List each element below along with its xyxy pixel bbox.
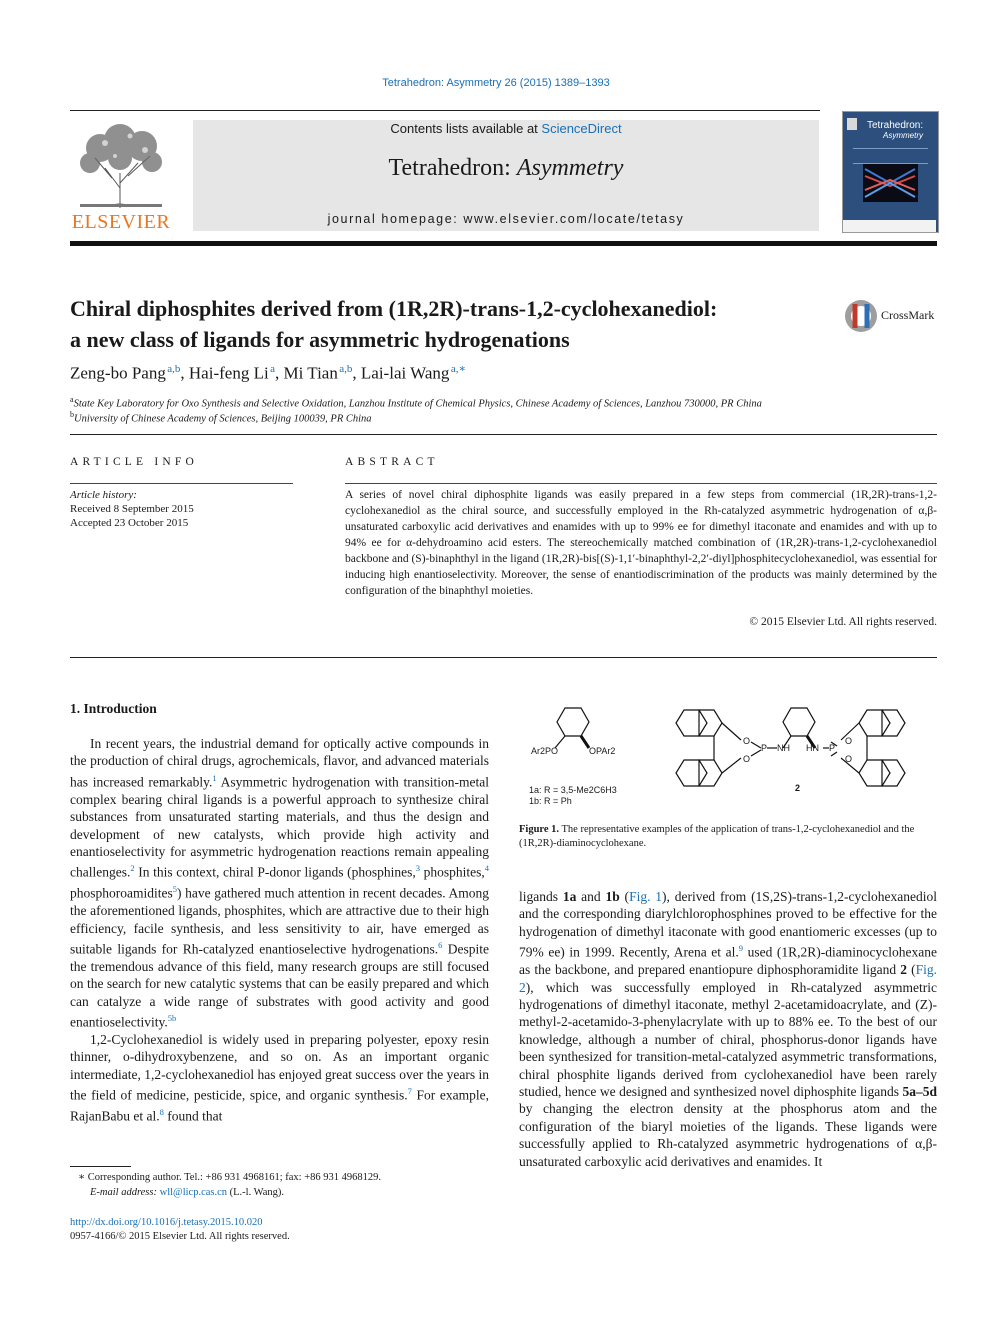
author-affil-sup[interactable]: a,b [339,363,353,375]
author-name[interactable]: Hai-feng Li [188,363,269,383]
fig-atom-p: P [761,743,768,753]
fig-atom-o: O [845,754,853,764]
received-date: Received 8 September 2015 [70,503,194,515]
cover-subtitle: Asymmetry [883,131,923,140]
crossmark-icon [843,298,879,334]
author-affil-sup[interactable]: a,∗ [450,363,466,375]
article-history [70,488,194,530]
article-title-line-2: a new class of ligands for asymmetric hydrogenations [70,327,570,352]
reference-link[interactable]: 8 [159,1107,164,1118]
author-list: Zeng-bo Pang $^{a,b}$, Hai-feng Li $^a$, Mi Tian $^{a,b}$, Lai-lai Wang $^{a,∗}$ [70,363,466,383]
article-title-line-1: Chiral diphosphites derived from (1R,2R)-trans-1,2-cyclohexanediol: [70,296,718,321]
figure-link[interactable]: Fig. 2 [519,962,937,995]
elsevier-tree-icon [70,118,172,213]
affiliation-b [70,410,372,425]
text-run: For example, RajanBabu et al. [70,1087,489,1124]
section-heading-introduction: 1. Introduction [70,701,157,716]
reference-link[interactable]: 6 [438,939,443,950]
fig-legend-1a: 1a: R = 3,5-Me2C6H3 [529,785,617,795]
journal-title-italic: Asymmetry [516,155,624,181]
right-column-body [519,888,937,1170]
email-note [90,1186,284,1200]
accepted-date: Accepted 23 October 2015 [70,517,189,529]
text-run: ligands [519,889,563,904]
reference-link[interactable]: 4 [484,863,489,874]
author-affil-sup[interactable]: a [270,363,275,375]
text-run: found that [163,1108,223,1124]
text-run: In this context, chiral P-donor ligands (phosphines, [134,864,416,880]
cover-title: Tetrahedron: [867,120,924,131]
contents-available [193,121,819,136]
text-run: ), which was successfully employed in Rh-catalyzed asymmetric hydrogenations of dimethyl itaconate, methyl 2-acetamidoacrylate, and (Z)-methyl-2-acetamido-3-phenylacrylate with up to 88% ee. To the best of our knowledge, although a number of chiral, phosphorus-donor ligands have been synthesized for transition-metal-catalyzed asymmetric transformations, chiral phosphite ligands derived from cyclohexanediol have been rarely studied, hence we designed and synthesized novel diphosphite ligands [519,979,937,1099]
text-run: 1,2-Cyclohexanediol is widely used in preparing polyester, epoxy resin thinner, o-dihydroxybenzene, and so on. As an important organic intermediate, 1,2-cyclohexanediol has enjoyed great success over the years in the field of medicine, pesticide, spice, and organic synthesis. [70,1032,489,1103]
journal-title-plain: Tetrahedron: [388,155,517,181]
affiliation-text: University of Chinese Academy of Sciences, Beijing 100039, PR China [74,413,372,425]
affiliation-sup: a [70,395,74,404]
fig-label-opar2: OPAr2 [589,746,616,756]
author-affil-sup[interactable]: a,b [167,363,181,375]
text-run: ) have gathered much attention in recent decades. Among the aforementioned ligands, phosphites, which are attractive due to their high efficiency, facile synthesis, and less sensitivity to air, have emerged as suitable ligands for Rh-catalyzed enantioselective hydrogenations. [70,885,489,957]
abstract-heading: ABSTRACT [345,456,439,468]
header-bottom-rule [70,241,937,246]
contents-prefix: Contents lists available at [390,121,542,136]
introduction-body [70,735,489,1125]
author-name[interactable]: Lai-lai Wang [360,363,450,383]
abstract-copyright: © 2015 Elsevier Ltd. All rights reserved. [749,616,937,628]
caption-text: The representative examples of the application of trans-1,2-cyclohexanediol and the (1R,2R)-diaminocyclohexane. [519,824,915,849]
compound-ref: 2 [900,962,907,978]
divider [70,657,937,658]
reference-link[interactable]: 5 [172,884,177,895]
fig-compound-2-label: 2 [795,783,801,793]
author-name[interactable]: Mi Tian [283,363,338,383]
text-run: and [576,889,606,904]
fig-atom-hn: HN [806,743,819,753]
figure-1-structures [519,700,937,820]
affiliation-text: State Key Laboratory for Oxo Synthesis and Selective Oxidation, Lanzhou Institute of Chemical Physics, Chinese Academy of Sciences, Lanzhou 730000, PR China [73,398,762,410]
cover-text-lines [853,148,928,164]
reference-link[interactable]: 2 [130,863,135,874]
elsevier-logo[interactable] [70,118,172,233]
crossmark-badge[interactable] [843,298,939,334]
crossmark-label: CrossMark [881,308,935,322]
email-link[interactable]: wll@licp.cas.cn [159,1187,228,1198]
cover-footer [843,220,936,232]
divider [70,483,293,484]
affiliation-a [70,395,762,410]
journal-citation[interactable]: Tetrahedron: Asymmetry 26 (2015) 1389–1393 [382,77,610,89]
sciencedirect-link[interactable]: ScienceDirect [541,121,622,136]
text-run: by changing the electron density at the phosphorus atom and the configuration of the biaryl moieties of the ligands. These ligands were successfully applied to Rh-catalyzed asymmetric hydrogenations of α,β-unsaturated carboxylic acid derivatives and enamides. It [519,1101,937,1169]
footnote-rule [70,1166,131,1167]
cover-elsevier-mini-logo [847,118,857,130]
email-label: E-mail address: [90,1187,160,1198]
text-run: phosphites, [419,864,485,880]
fig-atom-nh: NH [777,743,790,753]
figure-1 [519,700,937,820]
fig-atom-p: P [829,743,836,753]
corresponding-author-note: ∗ Corresponding author. Tel.: +86 931 4968161; fax: +86 931 4968129. [78,1172,381,1183]
figure-link[interactable]: Fig. 1 [629,889,663,904]
compound-ref: 1b [605,889,620,904]
article-title [70,293,830,355]
compound-ref: 5a–5d [902,1083,937,1099]
reference-link[interactable]: 1 [212,772,217,783]
text-run: In recent years, the industrial demand for optically active compounds in the production of chiral drugs, agrochemicals, flavor, and advanced materials has increased remarkably. [70,736,489,790]
journal-title [193,155,819,182]
compound-ref: 1a [562,889,577,904]
fig-atom-o: O [743,754,751,764]
paragraph [70,1031,489,1125]
reference-link[interactable]: 9 [738,943,743,954]
abstract-text: A series of novel chiral diphosphite ligands was easily prepared in a few steps from commercial (1R,2R)-trans-1,2-cyclohexanediol as the chiral source, and successfully employed in the Rh-catalyzed asymmetric hydrogenation of α,β-unsaturated carboxylic acid derivatives and enamides with up to 99% ee for dimethyl itaconate and enamides and with up to 94% ee for α-dehydroamino acid esters. The stereochemically matched combination of (1R,2R)-trans-1,2-cyclohexanediol backbone and (S)-binaphthyl in the ligand (1R,2R)-bis[(S)-1,1′-binaphthyl-2,2′-diyl]phosphitecyclohexanediol, was essential for inducing high enantioselectivity. Moreover, the sense of enantiodiscrimination of the products was mainly determined by the configuration of the binaphthyl moieties. [345,489,937,597]
reference-link[interactable]: 3 [415,863,420,874]
figure-1-caption [519,823,937,851]
author-name[interactable]: Zeng-bo Pang [70,363,166,383]
paragraph: ligands 1a and 1b (Fig. 1), derived from (1S,2S)-trans-1,2-cyclohexanediol and the corresponding diarylchlorophosphines proved to be effective for the hydrogenation of dimethyl itaconate with good enantiomeric excesses (up to 79% ee) in 1999. Recently, Arena et al.$^9$ used (1R,2R)-diaminocyclohexane as the backbone, and prepared enantiopure diphosphoramidite ligand 2 (Fig. 2), which was successfully employed in Rh-catalyzed asymmetric hydrogenations of dimethyl itaconate, methyl 2-acetamidoacrylate, and (Z)-methyl-2-acetamido-3-phenylacrylate with up to 88% ee. To the best of our knowledge, although a number of chiral, phosphorus-donor ligands have been synthesized for transition-metal-catalyzed asymmetric transformations, chiral phosphite ligands derived from cyclohexanediol have been rarely studied, hence we designed and synthesized novel diphosphite ligands 5a–5d by changing the electron density at the phosphorus atom and the configuration of the biaryl moieties of the ligands. These ligands were successfully applied to Rh-catalyzed asymmetric hydrogenations of α,β-unsaturated carboxylic acid derivatives and enamides. It [519,889,938,1169]
fig-atom-o: O [743,736,751,746]
text-run: ), derived from (1S,2S)-trans-1,2-cyclohexanediol and the corresponding diarylchlorophosphines proved to be effective for the hydrogenation of dimethyl itaconate with good enantiomeric excesses (up to 79% ee) in 1999. Recently, Arena et al. [519,889,938,960]
affiliation-sup: b [70,410,74,419]
fig-label-ar2po: Ar2PO [531,746,559,756]
reference-link[interactable]: 7 [407,1086,412,1097]
header-top-rule [70,110,820,111]
history-label: Article history: [70,489,137,501]
journal-homepage[interactable]: journal homepage: www.elsevier.com/locate/tetasy [327,212,685,226]
divider [345,483,937,484]
journal-cover-thumbnail[interactable] [842,111,939,233]
text-run: Asymmetric hydrogenation with transition-metal complex bearing chiral ligands is a powerful approach to synthesize chiral substances from unsaturated starting materials, and thus the design and development of new catalysts, which provide high activity and enantioselectivity for asymmetric hydrogenation reactions remain appealing challenges. [70,774,489,880]
divider [70,434,937,435]
article-info-heading: ARTICLE INFO [70,456,198,468]
text-run: Despite the tremendous advance of this field, many research groups are still focused on the search for new catalytic systems that can be easily prepared and which can catalyze a wide range of substrates with good activity and good enantioselectivity. [70,941,489,1030]
elsevier-wordmark: ELSEVIER [71,211,171,233]
paragraph [70,735,489,1031]
cover-artwork [863,164,918,202]
fig-legend-1b: 1b: R = Ph [529,796,572,806]
text-run: used (1R,2R)-diaminocyclohexane as the backbone, and prepared enantiopure diphosphoramidite ligand [519,944,937,978]
issn-copyright: 0957-4166/© 2015 Elsevier Ltd. All rights reserved. [70,1231,290,1242]
fig-atom-o: O [845,736,853,746]
text-run: phosphoroamidites [70,885,173,901]
email-suffix: (L.-l. Wang). [227,1187,285,1198]
reference-link[interactable]: 5b [167,1013,177,1024]
doi-link[interactable]: http://dx.doi.org/10.1016/j.tetasy.2015.10.020 [70,1217,263,1228]
caption-label: Figure 1. [519,824,560,835]
